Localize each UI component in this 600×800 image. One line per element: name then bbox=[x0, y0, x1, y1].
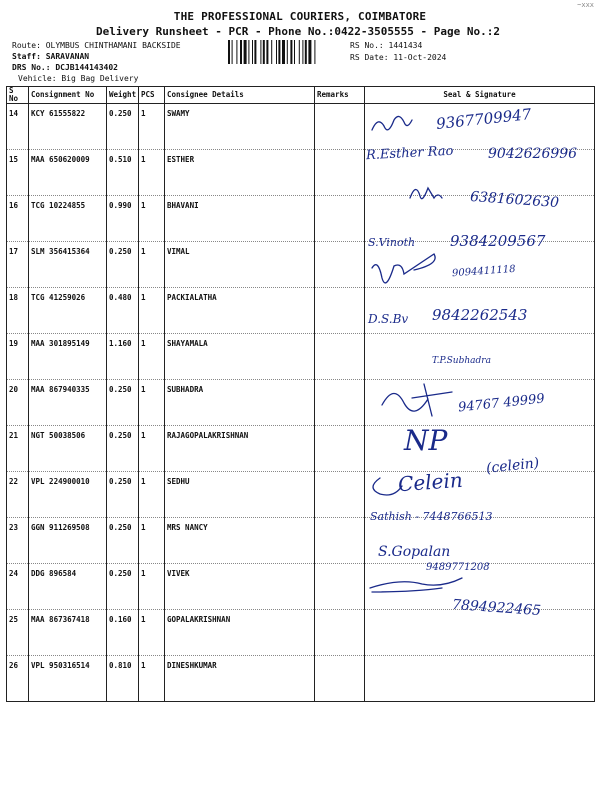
row-weight: 1.160 bbox=[107, 334, 139, 380]
row-sno: 23 bbox=[7, 518, 29, 564]
handwritten-phone-21: 94767 49999 bbox=[457, 391, 546, 416]
table-row bbox=[7, 334, 595, 380]
barcode-bar bbox=[290, 40, 292, 64]
handwritten-name-20: T.P.Subhadra bbox=[432, 356, 491, 366]
barcode-bar bbox=[240, 40, 242, 64]
row-remarks bbox=[315, 426, 365, 472]
col-consignee: Consignee Details bbox=[165, 87, 315, 104]
table-row bbox=[7, 656, 595, 702]
row-weight: 0.250 bbox=[107, 380, 139, 426]
row-sno: 19 bbox=[7, 334, 29, 380]
row-sno: 24 bbox=[7, 564, 29, 610]
row-pcs: 1 bbox=[139, 426, 165, 472]
row-pcs: 1 bbox=[139, 334, 165, 380]
row-remarks bbox=[315, 518, 365, 564]
barcode-bar bbox=[287, 40, 288, 64]
row-weight: 0.250 bbox=[107, 242, 139, 288]
row-pcs: 1 bbox=[139, 288, 165, 334]
drs-value: DCJB144143402 bbox=[55, 63, 118, 72]
row-remarks bbox=[315, 104, 365, 150]
row-consignee: BHAVANI bbox=[165, 196, 315, 242]
handwritten-name-17: S.Vinoth bbox=[368, 236, 416, 249]
route-value: OLYMBUS CHINTHAMANI BACKSIDE bbox=[45, 41, 181, 50]
row-consignee: PACKIALATHA bbox=[165, 288, 315, 334]
row-sno: 18 bbox=[7, 288, 29, 334]
row-remarks bbox=[315, 150, 365, 196]
row-consignment: SLM 356415364 bbox=[29, 242, 107, 288]
vehicle-label: Vehicle: bbox=[18, 74, 57, 83]
row-consignee: ESTHER bbox=[165, 150, 315, 196]
row-pcs: 1 bbox=[139, 518, 165, 564]
row-sno: 22 bbox=[7, 472, 29, 518]
rs-date-line bbox=[350, 53, 446, 63]
barcode-bar bbox=[266, 40, 268, 64]
barcode-bar bbox=[308, 40, 311, 64]
row-remarks bbox=[315, 472, 365, 518]
col-consignment: Consignment No bbox=[29, 87, 107, 104]
vehicle-value: Big Bag Delivery bbox=[61, 74, 139, 83]
barcode-bar bbox=[305, 40, 307, 64]
runsheet-subtitle: Delivery Runsheet - PCR - Phone No.:0422-3505555 - Page No.:2 bbox=[96, 25, 500, 38]
barcode-bar bbox=[254, 40, 256, 64]
row-consignment: MAA 867940335 bbox=[29, 380, 107, 426]
row-consignment: DDG 896584 bbox=[29, 564, 107, 610]
barcode-bar bbox=[263, 40, 265, 64]
row-remarks bbox=[315, 380, 365, 426]
handwritten-phone-18: 9094411118 bbox=[451, 263, 516, 280]
row-remarks bbox=[315, 334, 365, 380]
handwritten-phone-17: 9384209567 bbox=[450, 232, 546, 250]
handwritten-name-25: S.Gopalan bbox=[378, 544, 451, 560]
row-pcs: 1 bbox=[139, 472, 165, 518]
barcode bbox=[228, 40, 340, 64]
row-pcs: 1 bbox=[139, 104, 165, 150]
row-consignment: NGT 50038506 bbox=[29, 426, 107, 472]
handwritten-phone-25: 9489771208 bbox=[426, 562, 490, 573]
col-remarks: Remarks bbox=[315, 87, 365, 104]
row-sno: 26 bbox=[7, 656, 29, 702]
handwritten-phone-14: 9367709947 bbox=[435, 105, 533, 133]
col-signature: Seal & Signature bbox=[365, 87, 595, 104]
row-consignee: GOPALAKRISHNAN bbox=[165, 610, 315, 656]
row-weight: 0.810 bbox=[107, 656, 139, 702]
vehicle-line bbox=[18, 74, 138, 84]
row-weight: 0.250 bbox=[107, 564, 139, 610]
row-sno: 21 bbox=[7, 426, 29, 472]
row-consignment: VPL 224900010 bbox=[29, 472, 107, 518]
row-weight: 0.990 bbox=[107, 196, 139, 242]
row-consignee: SUBHADRA bbox=[165, 380, 315, 426]
row-consignment: KCY 61555822 bbox=[29, 104, 107, 150]
row-sno: 16 bbox=[7, 196, 29, 242]
row-consignee: VIMAL bbox=[165, 242, 315, 288]
row-consignee: SHAYAMALA bbox=[165, 334, 315, 380]
row-remarks bbox=[315, 656, 365, 702]
route-label: Route: bbox=[12, 41, 41, 50]
row-consignee: SEDHU bbox=[165, 472, 315, 518]
row-sno: 15 bbox=[7, 150, 29, 196]
row-weight: 0.250 bbox=[107, 472, 139, 518]
row-pcs: 1 bbox=[139, 656, 165, 702]
row-consignment: MAA 301895149 bbox=[29, 334, 107, 380]
route-line bbox=[12, 41, 181, 51]
rs-no-label: RS No.: bbox=[350, 41, 384, 50]
barcode-bar bbox=[278, 40, 280, 64]
table-row bbox=[7, 472, 595, 518]
col-pcs: PCS bbox=[139, 87, 165, 104]
table-row bbox=[7, 518, 595, 564]
row-remarks bbox=[315, 196, 365, 242]
row-weight: 0.160 bbox=[107, 610, 139, 656]
drs-label: DRS No.: bbox=[12, 63, 51, 72]
barcode-bar bbox=[260, 40, 261, 64]
row-remarks bbox=[315, 610, 365, 656]
row-weight: 0.250 bbox=[107, 426, 139, 472]
row-weight: 0.480 bbox=[107, 288, 139, 334]
barcode-bar bbox=[294, 40, 295, 64]
rs-no-value: 1441434 bbox=[388, 41, 423, 50]
table-header-row bbox=[7, 87, 595, 104]
row-consignment: GGN 911269508 bbox=[29, 518, 107, 564]
row-pcs: 1 bbox=[139, 242, 165, 288]
col-weight: Weight bbox=[107, 87, 139, 104]
barcode-bar bbox=[282, 40, 285, 64]
handwritten-phone-15: 9042626996 bbox=[488, 146, 578, 162]
handwritten-name-19: D.S.Bv bbox=[368, 312, 409, 326]
staff-line bbox=[12, 52, 89, 62]
barcode-bar bbox=[302, 40, 303, 64]
rs-date-label: RS Date: bbox=[350, 53, 389, 62]
row-consignee: SWAMY bbox=[165, 104, 315, 150]
corner-mark: ~xxx bbox=[577, 1, 594, 9]
handwritten-phone-16: 6381602630 bbox=[469, 188, 560, 212]
staff-value: SARAVANAN bbox=[45, 52, 90, 61]
row-consignment: VPL 950316514 bbox=[29, 656, 107, 702]
barcode-bar bbox=[228, 40, 230, 64]
barcode-bar bbox=[314, 40, 315, 64]
handwritten-note-24: Sathish - 7448766513 bbox=[370, 510, 493, 523]
barcode-bar bbox=[248, 40, 249, 64]
row-sno: 25 bbox=[7, 610, 29, 656]
row-remarks bbox=[315, 564, 365, 610]
row-pcs: 1 bbox=[139, 150, 165, 196]
row-weight: 0.250 bbox=[107, 104, 139, 150]
row-signature bbox=[365, 426, 595, 472]
handwritten-np-22: NP bbox=[404, 424, 448, 457]
row-remarks bbox=[315, 288, 365, 334]
barcode-bar bbox=[232, 40, 233, 64]
row-signature bbox=[365, 610, 595, 656]
barcode-bar bbox=[271, 40, 272, 64]
row-consignee: MRS NANCY bbox=[165, 518, 315, 564]
row-pcs: 1 bbox=[139, 196, 165, 242]
barcode-bar bbox=[276, 40, 277, 64]
handwritten-phone-26: 7894922465 bbox=[451, 596, 542, 620]
row-consignment: MAA 867367418 bbox=[29, 610, 107, 656]
row-consignment: MAA 650620009 bbox=[29, 150, 107, 196]
col-sno: S No bbox=[7, 87, 29, 104]
row-sno: 20 bbox=[7, 380, 29, 426]
row-pcs: 1 bbox=[139, 380, 165, 426]
barcode-bar bbox=[236, 40, 237, 64]
drs-line bbox=[12, 63, 118, 73]
handwritten-phone-19: 9842262543 bbox=[432, 306, 528, 324]
row-sno: 14 bbox=[7, 104, 29, 150]
row-remarks bbox=[315, 242, 365, 288]
handwritten-name-15: R.Esther Rao bbox=[365, 143, 454, 164]
row-consignee: RAJAGOPALAKRISHNAN bbox=[165, 426, 315, 472]
staff-label: Staff: bbox=[12, 52, 41, 61]
row-consignment: TCG 41259026 bbox=[29, 288, 107, 334]
rs-date-value: 11-Oct-2024 bbox=[393, 53, 447, 62]
row-consignee: DINESHKUMAR bbox=[165, 656, 315, 702]
row-weight: 0.250 bbox=[107, 518, 139, 564]
row-pcs: 1 bbox=[139, 610, 165, 656]
barcode-bar bbox=[299, 40, 300, 64]
row-weight: 0.510 bbox=[107, 150, 139, 196]
handwritten-note-23a: Celein bbox=[397, 467, 464, 497]
row-signature bbox=[365, 656, 595, 702]
row-sno: 17 bbox=[7, 242, 29, 288]
row-pcs: 1 bbox=[139, 564, 165, 610]
company-title: THE PROFESSIONAL COURIERS, COIMBATORE bbox=[173, 10, 427, 23]
barcode-bar bbox=[252, 40, 253, 64]
row-consignee: VIVEK bbox=[165, 564, 315, 610]
rs-no-line bbox=[350, 41, 422, 51]
handwritten-note-23b: (celein) bbox=[485, 455, 541, 477]
row-consignment: TCG 10224855 bbox=[29, 196, 107, 242]
barcode-bar bbox=[244, 40, 247, 64]
